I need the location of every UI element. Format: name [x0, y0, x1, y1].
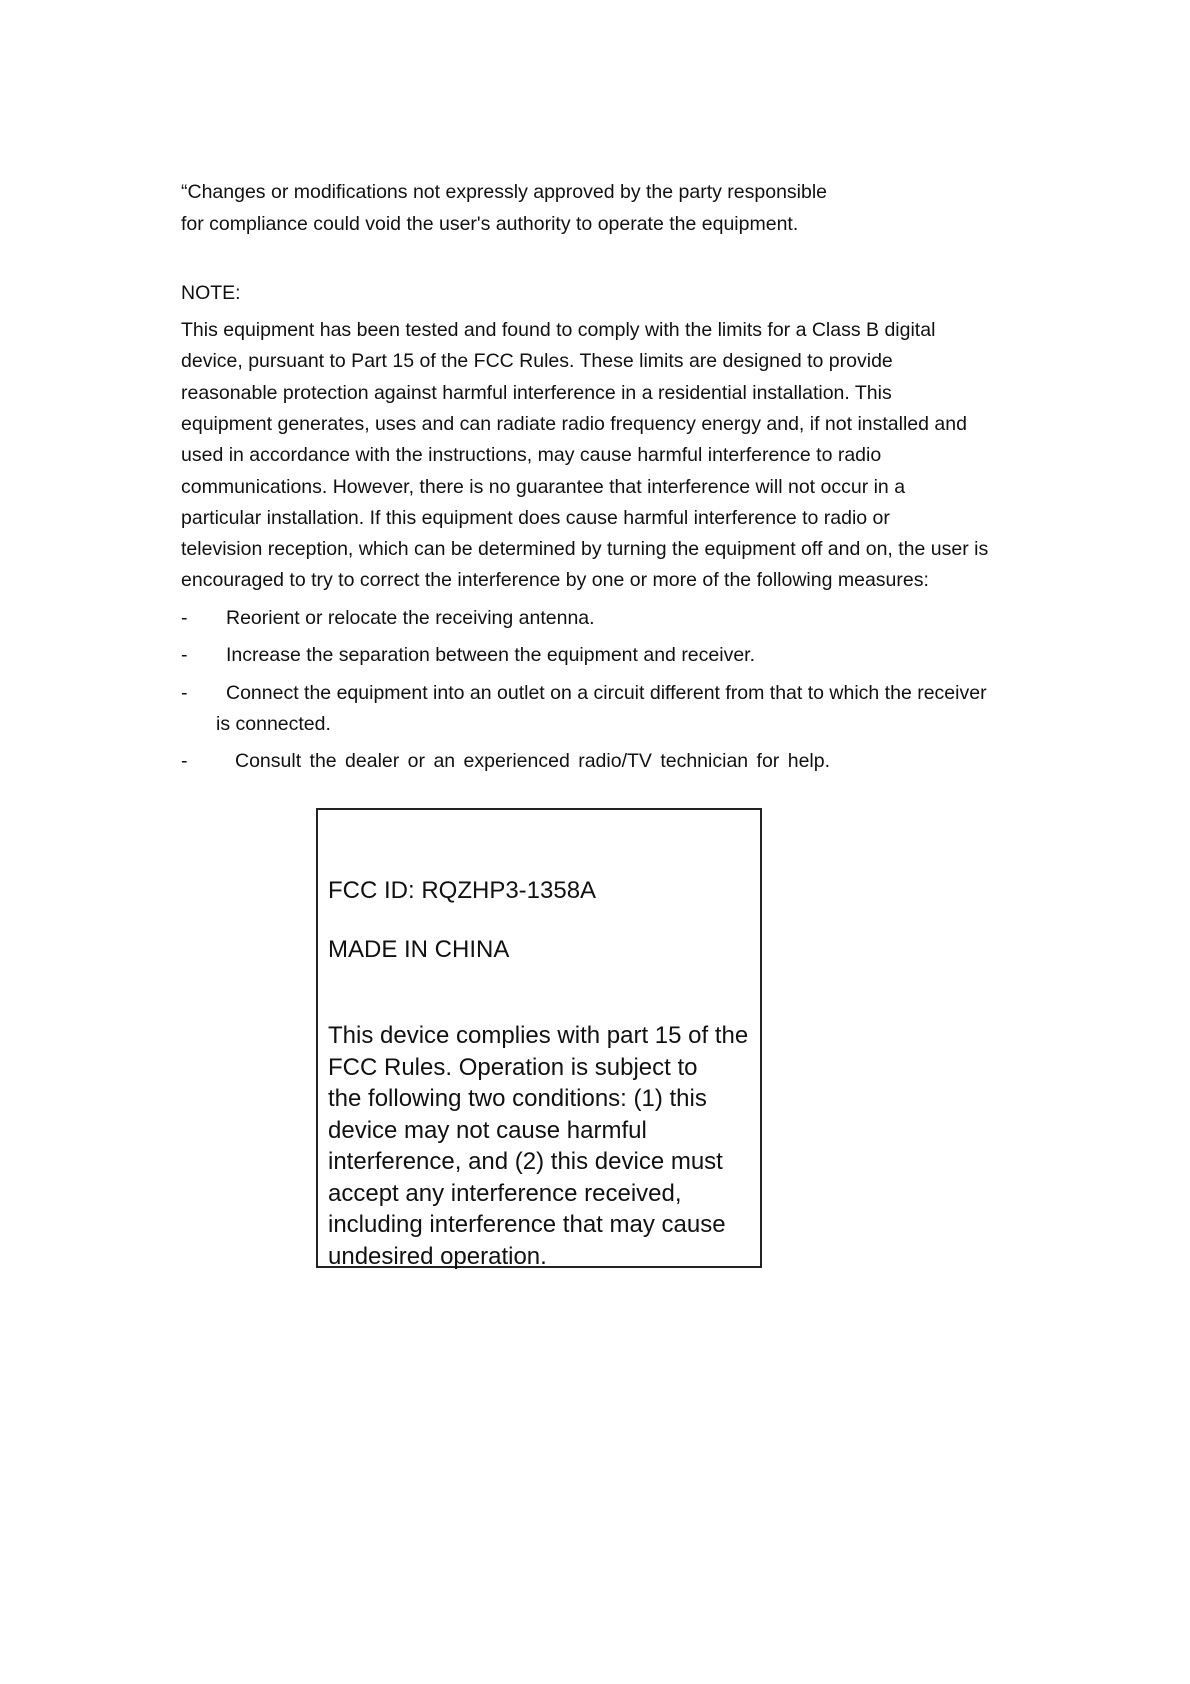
note-line: television reception, which can be determined by turning the equipment off and on, the user is: [181, 538, 989, 560]
statement-line: including interference that may cause: [328, 1211, 726, 1238]
list-item-continuation: is connected.: [216, 713, 331, 735]
compliance-statement: [328, 1020, 758, 1272]
list-dash: -: [181, 750, 188, 772]
note-line: equipment generates, uses and can radiate radio frequency energy and, if not installed and: [181, 413, 967, 435]
note-line: used in accordance with the instructions, may cause harmful interference to radio: [181, 444, 882, 466]
fcc-label-box: [316, 808, 762, 1268]
list-item-text: Consult the dealer or an experienced radio/TV technician for help.: [235, 750, 831, 772]
note-line: This equipment has been tested and found to comply with the limits for a Class B digital: [181, 319, 936, 341]
note-line: communications. However, there is no guarantee that interference will not occur in a: [181, 476, 906, 498]
list-dash: -: [181, 682, 188, 704]
list-item-text: Reorient or relocate the receiving antenna.: [226, 607, 595, 629]
statement-line: device may not cause harmful: [328, 1116, 647, 1144]
note-heading: NOTE:: [181, 282, 241, 304]
statement-line: FCC Rules. Operation is subject to: [328, 1053, 698, 1081]
list-dash: -: [181, 607, 188, 629]
warning-line: “Changes or modifications not expressly approved by the party responsible: [181, 181, 828, 203]
list-item-text: Connect the equipment into an outlet on a circuit different from that to which the receiver: [226, 682, 987, 704]
warning-line: for compliance could void the user's authority to operate the equipment.: [181, 213, 799, 235]
list-dash: -: [181, 644, 188, 666]
statement-line: undesired operation.: [328, 1242, 547, 1270]
note-line: reasonable protection against harmful interference in a residential installation. This: [181, 382, 892, 404]
statement-line: the following two conditions: (1) this: [328, 1085, 707, 1112]
statement-line: accept any interference received,: [328, 1179, 682, 1207]
fcc-id: FCC ID: RQZHP3-1358A: [328, 877, 597, 904]
statement-line: This device complies with part 15 of the: [328, 1022, 749, 1049]
note-line: encouraged to try to correct the interference by one or more of the following measures:: [181, 569, 929, 591]
statement-line: interference, and (2) this device must: [328, 1148, 723, 1175]
origin-text: MADE IN CHINA: [328, 936, 510, 963]
list-item-text: Increase the separation between the equipment and receiver.: [226, 644, 756, 666]
note-line: particular installation. If this equipment does cause harmful interference to radio or: [181, 507, 890, 529]
note-line: device, pursuant to Part 15 of the FCC Rules. These limits are designed to provide: [181, 350, 893, 372]
